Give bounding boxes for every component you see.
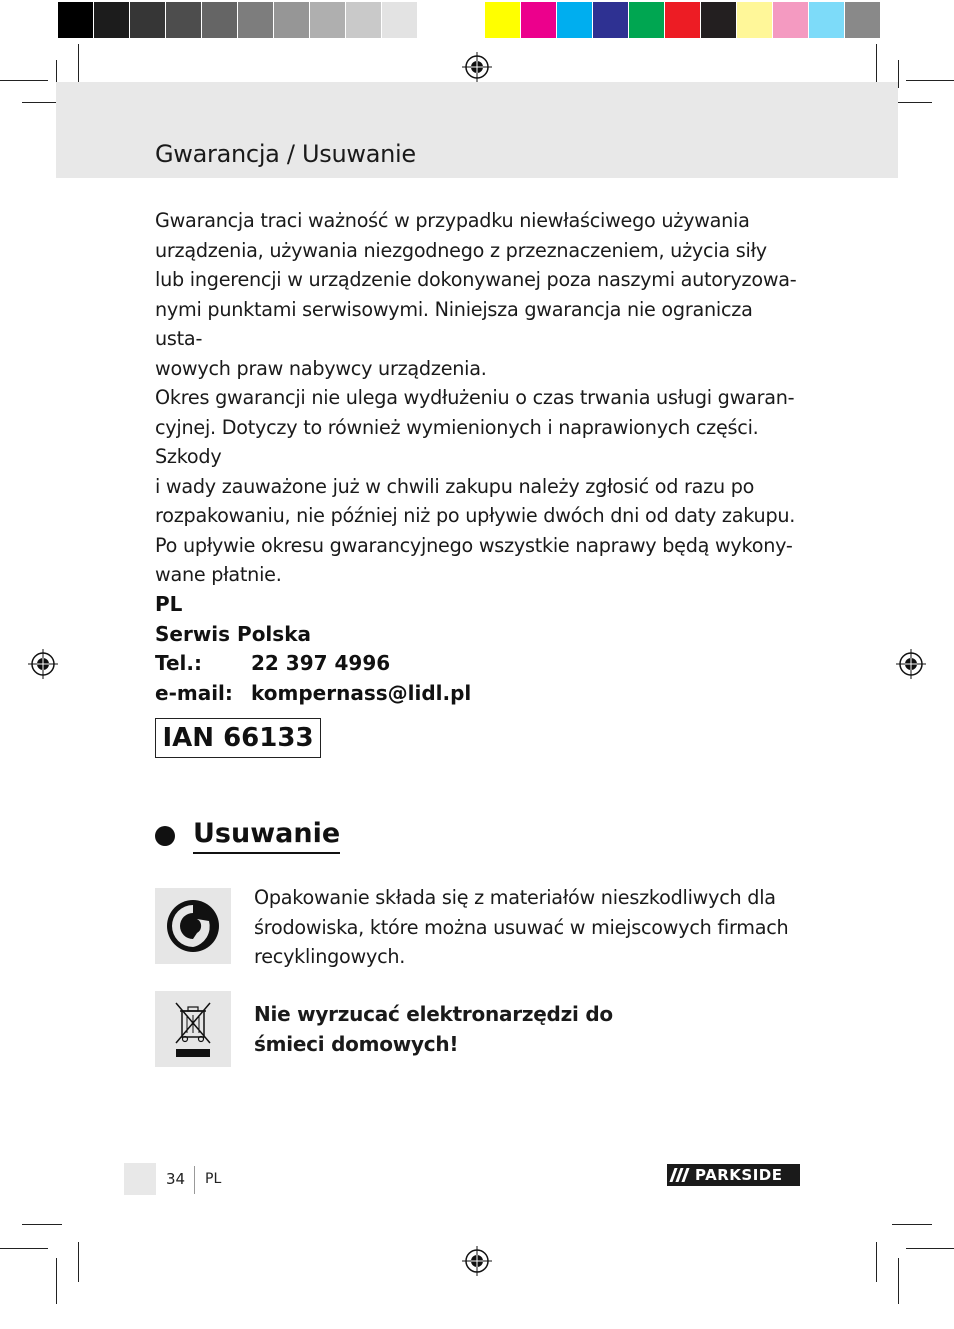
crop-mark	[892, 102, 932, 103]
crop-mark	[906, 80, 954, 81]
section-title: Usuwanie	[193, 818, 340, 854]
color-swatch	[346, 2, 382, 38]
color-swatch	[737, 2, 773, 38]
crop-mark	[78, 1242, 79, 1282]
color-swatch	[274, 2, 310, 38]
crop-mark	[898, 60, 899, 88]
text-line: wane płatnie.	[155, 563, 282, 586]
text-line: Opakowanie składa się z materiałów nieszkodliwych dla	[254, 886, 776, 909]
crossed-bin-icon	[155, 991, 231, 1067]
text-line: Po upływie okresu gwarancyjnego wszystkie naprawy będą wykony-	[155, 533, 793, 557]
registration-mark-icon	[462, 1246, 492, 1276]
registration-mark-icon	[462, 52, 492, 82]
text-line: śmieci domowych!	[254, 1031, 459, 1056]
text-line: rozpakowaniu, nie później niż po upływie dwóch dni od daty zakupu.	[155, 504, 796, 527]
crop-mark	[906, 1248, 954, 1249]
color-swatch	[665, 2, 701, 38]
color-swatch	[238, 2, 274, 38]
color-swatch	[130, 2, 166, 38]
crop-mark	[22, 1224, 62, 1225]
warranty-paragraph-2	[155, 383, 805, 590]
email-address: kompernass@lidl.pl	[251, 680, 472, 705]
text-line: Nie wyrzucać elektronarzędzi do	[254, 1002, 613, 1026]
registration-mark-icon	[896, 649, 926, 679]
process-color-bar	[485, 2, 881, 38]
logo-stripes	[667, 1164, 693, 1186]
service-contact	[155, 590, 471, 708]
text-line: urządzenia, używania niezgodnego z przeznaczeniem, użycia siły	[155, 238, 767, 262]
ian-number-box: IAN 66133	[155, 718, 321, 758]
page-number: 34	[166, 1170, 186, 1188]
footer-divider	[194, 1166, 195, 1194]
phone-row	[155, 649, 471, 679]
text-line: i wady zauważone już w chwili zakupu należy zgłosić od razu po	[155, 474, 755, 498]
color-swatch	[202, 2, 238, 38]
crop-mark	[0, 80, 48, 81]
crop-mark	[56, 1258, 57, 1304]
green-dot-recycling-icon	[155, 888, 231, 964]
grayscale-color-bar	[58, 2, 454, 38]
language-code: PL	[205, 1171, 222, 1187]
brand-name: PARKSIDE	[695, 1166, 783, 1184]
text-line: cyjnej. Dotyczy to również wymienionych i naprawionych części. Szkody	[155, 415, 759, 468]
page-tab-marker	[124, 1163, 156, 1195]
warranty-paragraph-1	[155, 206, 805, 383]
crop-mark	[892, 1224, 932, 1225]
color-swatch	[94, 2, 130, 38]
color-swatch	[809, 2, 845, 38]
text-line: Okres gwarancji nie ulega wydłużeniu o czas trwania usługi gwaran-	[155, 386, 795, 409]
text-line: środowiska, które można usuwać w miejscowych firmach	[254, 915, 789, 939]
color-swatch	[845, 2, 881, 38]
color-swatch	[310, 2, 346, 38]
color-swatch	[629, 2, 665, 38]
text-line: lub ingerencji w urządzenie dokonywanej poza naszymi autoryzowa-	[155, 268, 797, 291]
color-swatch	[485, 2, 521, 38]
text-line: nymi punktami serwisowymi. Niniejsza gwarancja nie ogranicza usta-	[155, 297, 753, 350]
registration-mark-icon	[28, 649, 58, 679]
color-swatch	[418, 2, 454, 38]
color-swatch	[58, 2, 94, 38]
color-swatch	[773, 2, 809, 38]
crop-mark	[0, 1248, 48, 1249]
color-swatch	[557, 2, 593, 38]
crop-mark	[898, 1258, 899, 1304]
page-title: Gwarancja / Usuwanie	[155, 140, 416, 168]
email-label: e-mail:	[155, 680, 233, 705]
crop-mark	[876, 1242, 877, 1282]
packaging-disposal-text	[254, 883, 814, 972]
country-code: PL	[155, 592, 183, 616]
phone-label: Tel.:	[155, 651, 203, 675]
section-heading	[155, 818, 340, 854]
bullet-icon	[155, 826, 175, 846]
color-swatch	[593, 2, 629, 38]
color-swatch	[521, 2, 557, 38]
phone-number: 22 397 4996	[251, 651, 391, 675]
text-line: Gwarancja traci ważność w przypadku niewłaściwego używania	[155, 209, 750, 232]
color-swatch	[166, 2, 202, 38]
weee-warning-text	[254, 1000, 814, 1059]
email-row	[155, 679, 471, 709]
service-name: Serwis Polska	[155, 621, 311, 646]
parkside-logo	[667, 1164, 800, 1186]
color-swatch	[701, 2, 737, 38]
text-line: recyklingowych.	[254, 945, 406, 968]
color-swatch	[382, 2, 418, 38]
text-line: wowych praw nabywcy urządzenia.	[155, 356, 487, 380]
